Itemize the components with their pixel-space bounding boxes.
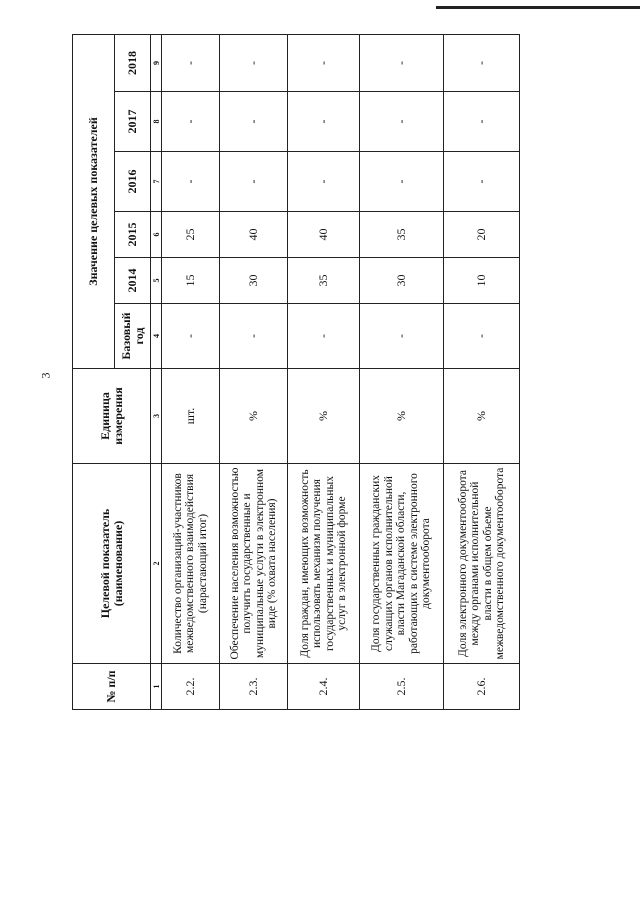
value-cell: - — [220, 92, 288, 152]
value-cell: - — [288, 34, 360, 91]
unit-cell: % — [444, 369, 520, 464]
value-cell: 35 — [288, 258, 360, 304]
indicator-name: Доля государственных гражданских служащих органов исполнительной власти Магаданской области, работающих в системе электронного документооборота — [360, 464, 444, 664]
rotated-table-frame — [72, 35, 520, 710]
table-row — [220, 34, 288, 709]
row-number: 2.3. — [220, 664, 288, 710]
base-year-cell: - — [360, 304, 444, 369]
header-year: 2015 — [115, 212, 151, 258]
value-cell: - — [220, 152, 288, 212]
unit-cell: шт. — [162, 369, 220, 464]
unit-cell: % — [360, 369, 444, 464]
column-number: 9 — [151, 34, 162, 91]
page-number: 3 — [38, 372, 53, 379]
value-cell: 25 — [162, 212, 220, 258]
header-num: № п/п — [73, 664, 151, 710]
header-indicator: Целевой показатель (наименование) — [73, 464, 151, 664]
value-cell: - — [162, 152, 220, 212]
value-cell: 15 — [162, 258, 220, 304]
value-cell: 40 — [220, 212, 288, 258]
row-number: 2.2. — [162, 664, 220, 710]
base-year-cell: - — [444, 304, 520, 369]
base-year-cell: - — [162, 304, 220, 369]
row-number: 2.5. — [360, 664, 444, 710]
value-cell: - — [162, 92, 220, 152]
value-cell: 10 — [444, 258, 520, 304]
value-cell: - — [220, 34, 288, 91]
column-number: 3 — [151, 369, 162, 464]
indicator-name: Доля электронного документооборота между органами исполнительной власти в общем объеме межведомственного документооборота — [444, 464, 520, 664]
column-number: 2 — [151, 464, 162, 664]
table-row — [162, 34, 220, 709]
column-number: 6 — [151, 212, 162, 258]
value-cell: - — [288, 92, 360, 152]
indicators-table — [72, 34, 520, 710]
top-rule — [436, 6, 640, 9]
table-region — [72, 35, 520, 710]
header-base-year: Базовый год — [115, 304, 151, 369]
indicator-name: Обеспечение населения возможностью получить государственные и муниципальные услуги в электронном виде (% охвата населения) — [220, 464, 288, 664]
value-cell: - — [360, 34, 444, 91]
value-cell: - — [444, 34, 520, 91]
header-year: 2018 — [115, 34, 151, 91]
column-number-row — [151, 34, 162, 709]
value-cell: - — [444, 92, 520, 152]
unit-cell: % — [220, 369, 288, 464]
row-number: 2.4. — [288, 664, 360, 710]
column-number: 8 — [151, 92, 162, 152]
value-cell: 30 — [360, 258, 444, 304]
unit-cell: % — [288, 369, 360, 464]
value-cell: - — [288, 152, 360, 212]
column-number: 5 — [151, 258, 162, 304]
value-cell: 20 — [444, 212, 520, 258]
column-number: 1 — [151, 664, 162, 710]
value-cell: 35 — [360, 212, 444, 258]
table-row — [360, 34, 444, 709]
value-cell: - — [162, 34, 220, 91]
header-unit: Единица измерения — [73, 369, 151, 464]
indicator-name: Доля граждан, имеющих возможность использовать механизм получения государственных и муниципальных услуг в электронной форме — [288, 464, 360, 664]
header-year: 2016 — [115, 152, 151, 212]
column-number: 4 — [151, 304, 162, 369]
value-cell: - — [444, 152, 520, 212]
value-cell: 40 — [288, 212, 360, 258]
header-year: 2014 — [115, 258, 151, 304]
header-target-values: Значение целевых показателей — [73, 34, 115, 368]
base-year-cell: - — [220, 304, 288, 369]
base-year-cell: - — [288, 304, 360, 369]
header-year: 2017 — [115, 92, 151, 152]
row-number: 2.6. — [444, 664, 520, 710]
value-cell: - — [360, 152, 444, 212]
column-number: 7 — [151, 152, 162, 212]
value-cell: 30 — [220, 258, 288, 304]
value-cell: - — [360, 92, 444, 152]
table-row — [288, 34, 360, 709]
table-row — [444, 34, 520, 709]
indicator-name: Количество организаций-участников межведомственного взаимодействия (нарастающий итог) — [162, 464, 220, 664]
